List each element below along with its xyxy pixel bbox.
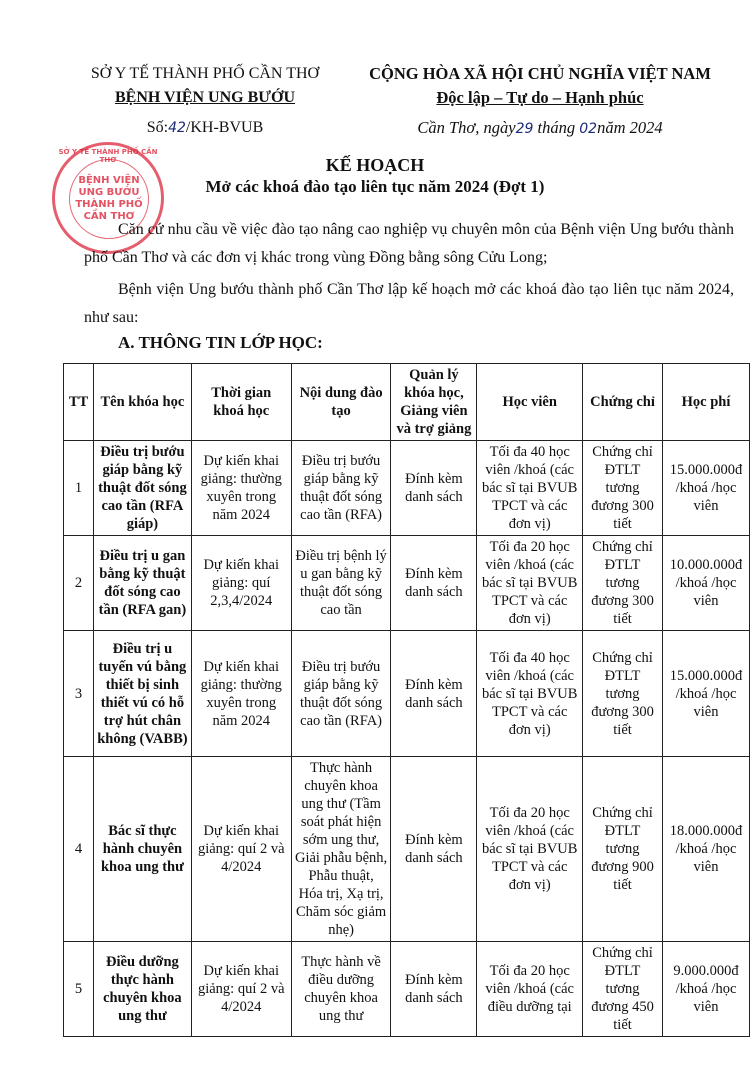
cell-time: Dự kiến khai giảng: thường xuyên trong năm 2024: [191, 631, 291, 757]
paragraph-plan: Bệnh viện Ung bướu thành phố Cần Thơ lập kế hoạch mở các khoá đào tạo liên tục năm 2024, như sau:: [84, 281, 734, 326]
cell-fee: 15.000.000đ /khoá /học viên: [662, 441, 749, 536]
col-header-tt: TT: [64, 364, 94, 441]
cell-tt: 2: [64, 536, 94, 631]
document-date: [345, 116, 735, 141]
cell-content: Điều trị bướu giáp bằng kỹ thuật đốt sóng cao tần (RFA): [291, 631, 391, 757]
col-header-management: Quản lý khóa học, Giảng viên và trợ giảng: [391, 364, 477, 441]
seal-line-2: UNG BƯỚU: [78, 187, 140, 198]
cell-management: Đính kèm danh sách: [391, 536, 477, 631]
cell-certificate: Chứng chỉ ĐTLT tương đương 300 tiết: [583, 631, 663, 757]
cell-course-name: Điều dưỡng thực hành chuyên khoa ung thư: [93, 942, 191, 1037]
country-name: CỘNG HÒA XÃ HỘI CHỦ NGHĨA VIỆT NAM: [369, 64, 711, 83]
table-row: [64, 942, 750, 1037]
cell-certificate: Chứng chỉ ĐTLT tương đương 300 tiết: [583, 536, 663, 631]
date-day-handwritten: 29: [515, 121, 534, 137]
cell-fee: 9.000.000đ /khoá /học viên: [662, 942, 749, 1037]
paragraph-basis: Căn cứ nhu cầu về việc đào tạo nâng cao nghiệp vụ chuyên môn của Bệnh viện Ung bướu thành phố Cần Thơ và các đơn vị khác trong vùng Đồng bằng sông Cửu Long;: [84, 221, 734, 266]
date-prefix: Cần Thơ, ngày: [417, 118, 516, 137]
table-row: [64, 536, 750, 631]
document-title: KẾ HOẠCH: [325, 155, 425, 175]
table-header-row: [64, 364, 750, 441]
cell-time: Dự kiến khai giảng: quí 2 và 4/2024: [191, 757, 291, 942]
section-a-heading: A. THÔNG TIN LỚP HỌC:: [118, 333, 323, 352]
cell-certificate: Chứng chỉ ĐTLT tương đương 900 tiết: [583, 757, 663, 942]
cell-fee: 10.000.000đ /khoá /học viên: [662, 536, 749, 631]
cell-tt: 1: [64, 441, 94, 536]
col-header-content: Nội dung đào tạo: [291, 364, 391, 441]
doc-number-suffix: /KH-BVUB: [185, 119, 264, 136]
date-year: năm 2024: [597, 118, 663, 137]
issuer-block: [60, 62, 350, 140]
seal-ring-text: SỞ Y TẾ THÀNH PHỐ CẦN THƠ: [58, 148, 158, 164]
table-row: [64, 757, 750, 942]
cell-management: Đính kèm danh sách: [391, 942, 477, 1037]
issuer-department: SỞ Y TẾ THÀNH PHỐ CẦN THƠ: [90, 65, 320, 82]
cell-course-name: Điều trị bướu giáp bằng kỹ thuật đốt sóng cao tần (RFA giáp): [93, 441, 191, 536]
document-subtitle: Mở các khoá đào tạo liên tục năm 2024 (Đợt 1): [205, 177, 545, 196]
seal-line-4: CẦN THƠ: [83, 211, 135, 222]
col-header-time: Thời gian khoá học: [191, 364, 291, 441]
table-row: [64, 441, 750, 536]
doc-number-handwritten: 42: [168, 120, 186, 136]
cell-fee: 18.000.000đ /khoá /học viên: [662, 757, 749, 942]
col-header-certificate: Chứng chỉ: [583, 364, 663, 441]
motto-text: Độc lập – Tự do – Hạnh phúc: [436, 88, 644, 107]
cell-course-name: Bác sĩ thực hành chuyên khoa ung thư: [93, 757, 191, 942]
cell-tt: 5: [64, 942, 94, 1037]
course-table: [63, 363, 750, 1037]
cell-students: Tối đa 40 học viên /khoá (các bác sĩ tại BVUB TPCT và các đơn vị): [477, 631, 583, 757]
cell-content: Thực hành về điều dưỡng chuyên khoa ung thư: [291, 942, 391, 1037]
cell-management: Đính kèm danh sách: [391, 441, 477, 536]
motto: [345, 86, 735, 110]
document-number: [60, 116, 350, 140]
doc-number-prefix: Số:: [146, 119, 169, 136]
cell-content: Điều trị bướu giáp bằng kỹ thuật đốt sóng cao tần (RFA): [291, 441, 391, 536]
col-header-name: Tên khóa học: [93, 364, 191, 441]
cell-time: Dự kiến khai giảng: thường xuyên trong năm 2024: [191, 441, 291, 536]
cell-tt: 4: [64, 757, 94, 942]
national-motto-block: [345, 62, 735, 141]
cell-content: Thực hành chuyên khoa ung thư (Tầm soát phát hiện sớm ung thư, Giải phẫu bệnh, Phẫu thuật, Hóa trị, Xạ trị, Chăm sóc giảm nhẹ): [291, 757, 391, 942]
cell-time: Dự kiến khai giảng: quí 2 và 4/2024: [191, 942, 291, 1037]
col-header-fee: Học phí: [662, 364, 749, 441]
seal-line-3: THÀNH PHỐ: [75, 199, 143, 210]
cell-content: Điều trị bệnh lý u gan bằng kỹ thuật đốt sóng cao tần: [291, 536, 391, 631]
date-month-label: tháng: [537, 118, 576, 137]
cell-fee: 15.000.000đ /khoá /học viên: [662, 631, 749, 757]
cell-certificate: Chứng chỉ ĐTLT tương đương 300 tiết: [583, 441, 663, 536]
issuer-hospital: [60, 86, 350, 110]
date-month-handwritten: 02: [579, 121, 598, 137]
cell-management: Đính kèm danh sách: [391, 757, 477, 942]
col-header-students: Học viên: [477, 364, 583, 441]
cell-time: Dự kiến khai giảng: quí 2,3,4/2024: [191, 536, 291, 631]
cell-course-name: Điều trị u gan bằng kỹ thuật đốt sóng cao tần (RFA gan): [93, 536, 191, 631]
cell-students: Tối đa 20 học viên /khoá (các bác sĩ tại BVUB TPCT và các đơn vị): [477, 536, 583, 631]
cell-certificate: Chứng chỉ ĐTLT tương đương 450 tiết: [583, 942, 663, 1037]
cell-management: Đính kèm danh sách: [391, 631, 477, 757]
table-row: [64, 631, 750, 757]
cell-students: Tối đa 20 học viên /khoá (các bác sĩ tại BVUB TPCT và các đơn vị): [477, 757, 583, 942]
cell-course-name: Điều trị u tuyến vú bằng thiết bị sinh thiết vú có hỗ trợ hút chân không (VABB): [93, 631, 191, 757]
seal-line-1: BỆNH VIỆN: [78, 175, 140, 186]
cell-students: Tối đa 40 học viên /khoá (các bác sĩ tại BVUB TPCT và các đơn vị): [477, 441, 583, 536]
cell-students: Tối đa 20 học viên /khoá (các điều dưỡng tại: [477, 942, 583, 1037]
issuer-hospital-name: BỆNH VIỆN UNG BƯỚU: [114, 89, 296, 106]
cell-tt: 3: [64, 631, 94, 757]
